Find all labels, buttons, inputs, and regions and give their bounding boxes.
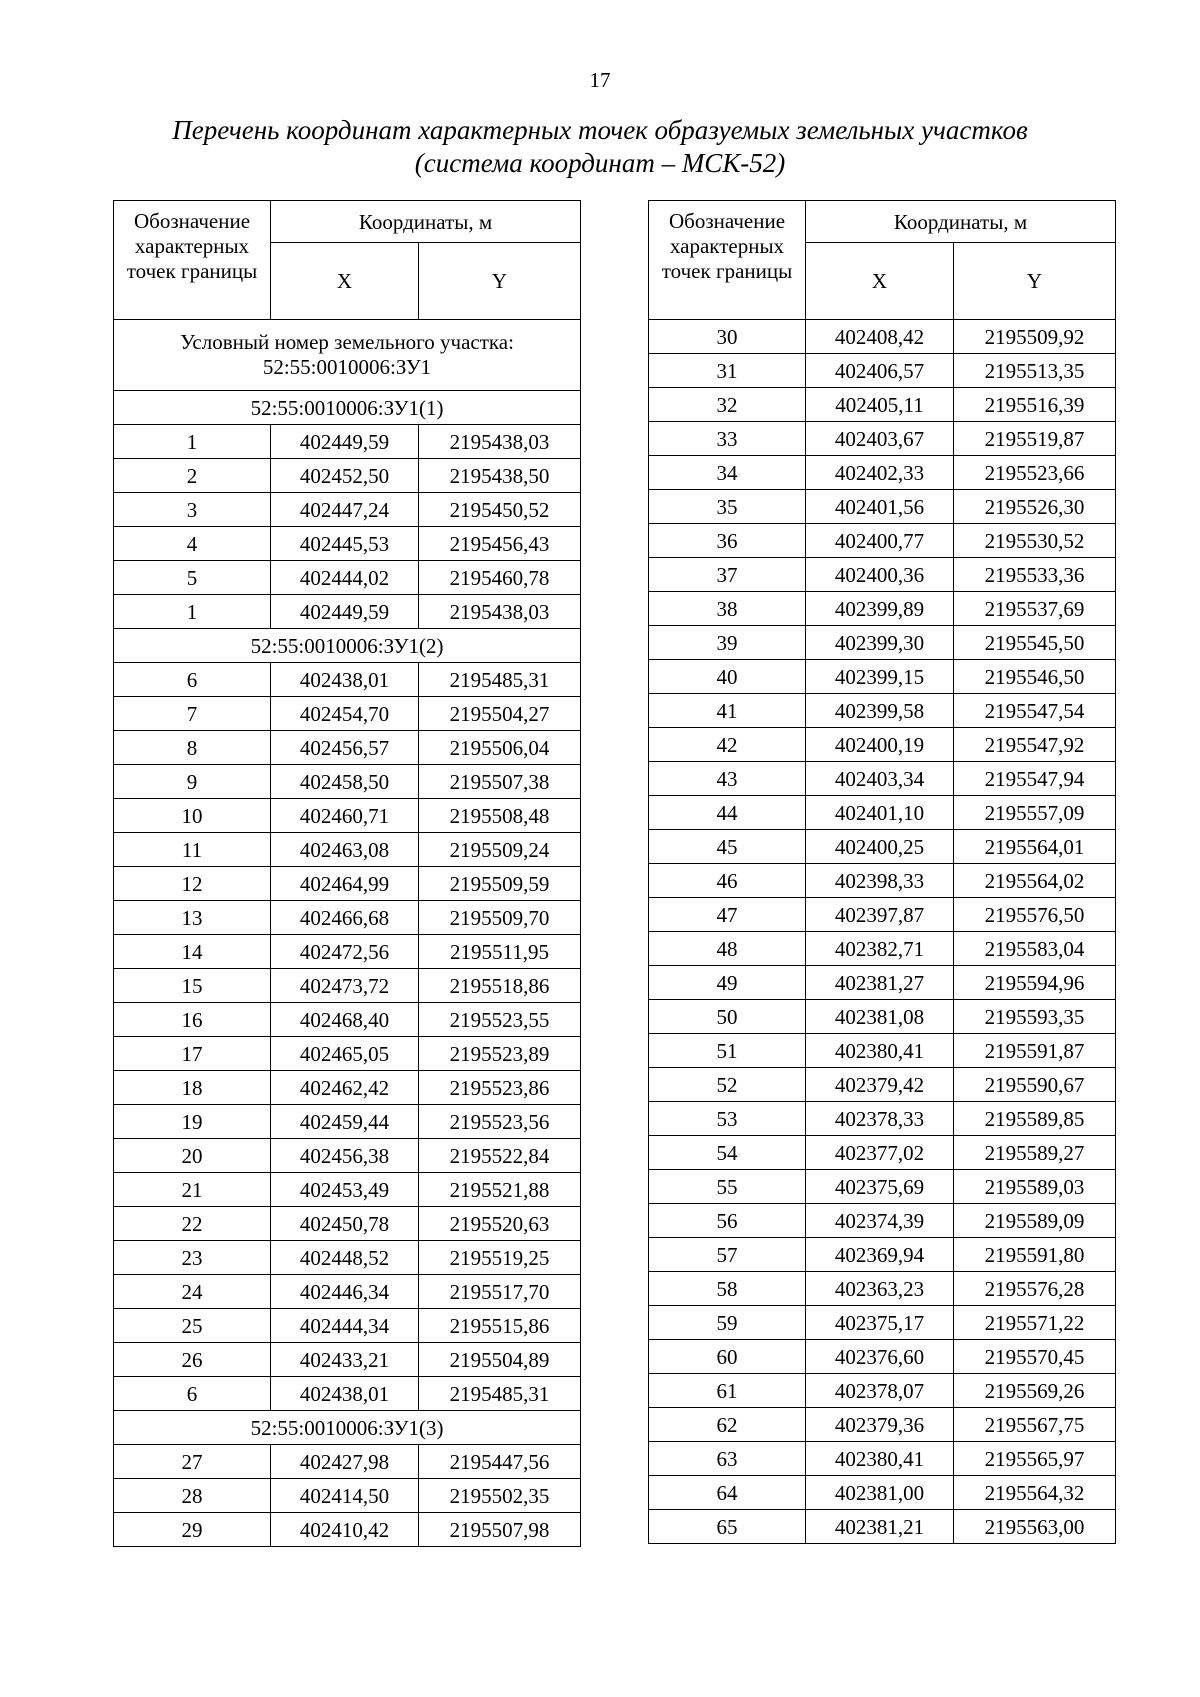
point-cell: 59 [649, 1306, 806, 1340]
point-cell: 1 [114, 595, 271, 629]
x-cell: 402444,34 [271, 1309, 419, 1343]
x-cell: 402453,49 [271, 1173, 419, 1207]
x-cell: 402465,05 [271, 1037, 419, 1071]
point-cell: 31 [649, 354, 806, 388]
x-cell: 402438,01 [271, 1377, 419, 1411]
table-row [649, 864, 1116, 898]
x-cell: 402401,10 [806, 796, 954, 830]
table-row [649, 932, 1116, 966]
y-cell: 2195523,56 [419, 1105, 581, 1139]
x-cell: 402406,57 [806, 354, 954, 388]
y-cell: 2195589,85 [954, 1102, 1116, 1136]
table-row [649, 1272, 1116, 1306]
x-cell: 402400,19 [806, 728, 954, 762]
table-row [114, 935, 581, 969]
y-cell: 2195509,59 [419, 867, 581, 901]
point-cell: 53 [649, 1102, 806, 1136]
table-row [649, 592, 1116, 626]
point-cell: 62 [649, 1408, 806, 1442]
subsection-label: 52:55:0010006:ЗУ1(1) [114, 391, 581, 425]
y-cell: 2195438,03 [419, 425, 581, 459]
table-row [649, 966, 1116, 1000]
point-cell: 6 [114, 663, 271, 697]
point-cell: 20 [114, 1139, 271, 1173]
table-row [114, 1343, 581, 1377]
y-cell: 2195520,63 [419, 1207, 581, 1241]
x-cell: 402427,98 [271, 1445, 419, 1479]
y-cell: 2195447,56 [419, 1445, 581, 1479]
header-point-label: Обозначение характерных точек границы [649, 201, 806, 320]
point-cell: 39 [649, 626, 806, 660]
y-cell: 2195485,31 [419, 1377, 581, 1411]
table-row [649, 1306, 1116, 1340]
point-cell: 61 [649, 1374, 806, 1408]
point-cell: 64 [649, 1476, 806, 1510]
table-row [649, 1510, 1116, 1544]
y-cell: 2195576,50 [954, 898, 1116, 932]
x-cell: 402374,39 [806, 1204, 954, 1238]
point-cell: 23 [114, 1241, 271, 1275]
point-cell: 15 [114, 969, 271, 1003]
coordinates-table-right [648, 200, 1116, 1544]
x-cell: 402381,21 [806, 1510, 954, 1544]
coordinates-table-left [113, 200, 581, 1547]
y-cell: 2195523,55 [419, 1003, 581, 1037]
table-row [114, 867, 581, 901]
table-row [114, 1003, 581, 1037]
table-row [649, 1204, 1116, 1238]
y-cell: 2195589,03 [954, 1170, 1116, 1204]
y-cell: 2195567,75 [954, 1408, 1116, 1442]
table-row [114, 1037, 581, 1071]
x-cell: 402459,44 [271, 1105, 419, 1139]
point-cell: 44 [649, 796, 806, 830]
x-cell: 402450,78 [271, 1207, 419, 1241]
header-y-label: Y [954, 243, 1116, 320]
point-cell: 14 [114, 935, 271, 969]
table-row [649, 354, 1116, 388]
point-cell: 41 [649, 694, 806, 728]
subsection-row [114, 629, 581, 663]
x-cell: 402449,59 [271, 595, 419, 629]
table-row [649, 524, 1116, 558]
point-cell: 17 [114, 1037, 271, 1071]
table-row [114, 1173, 581, 1207]
y-cell: 2195576,28 [954, 1272, 1116, 1306]
y-cell: 2195591,87 [954, 1034, 1116, 1068]
y-cell: 2195557,09 [954, 796, 1116, 830]
x-cell: 402399,58 [806, 694, 954, 728]
point-cell: 52 [649, 1068, 806, 1102]
y-cell: 2195583,04 [954, 932, 1116, 966]
x-cell: 402398,33 [806, 864, 954, 898]
y-cell: 2195593,35 [954, 1000, 1116, 1034]
point-cell: 49 [649, 966, 806, 1000]
section-title: Условный номер земельного участка: 52:55:0010006:ЗУ1 [114, 320, 581, 391]
y-cell: 2195509,92 [954, 320, 1116, 354]
table-row [114, 595, 581, 629]
point-cell: 12 [114, 867, 271, 901]
point-cell: 43 [649, 762, 806, 796]
x-cell: 402375,69 [806, 1170, 954, 1204]
point-cell: 51 [649, 1034, 806, 1068]
point-cell: 50 [649, 1000, 806, 1034]
table-row [114, 459, 581, 493]
point-cell: 7 [114, 697, 271, 731]
x-cell: 402363,23 [806, 1272, 954, 1306]
header-coords-label: Координаты, м [806, 201, 1116, 243]
table-row [649, 1340, 1116, 1374]
x-cell: 402381,00 [806, 1476, 954, 1510]
point-cell: 36 [649, 524, 806, 558]
x-cell: 402403,34 [806, 762, 954, 796]
point-cell: 54 [649, 1136, 806, 1170]
point-cell: 29 [114, 1513, 271, 1547]
point-cell: 46 [649, 864, 806, 898]
x-cell: 402472,56 [271, 935, 419, 969]
point-cell: 8 [114, 731, 271, 765]
point-cell: 57 [649, 1238, 806, 1272]
y-cell: 2195547,54 [954, 694, 1116, 728]
y-cell: 2195515,86 [419, 1309, 581, 1343]
x-cell: 402460,71 [271, 799, 419, 833]
table-row [649, 1000, 1116, 1034]
x-cell: 402401,56 [806, 490, 954, 524]
table-row [649, 830, 1116, 864]
y-cell: 2195516,39 [954, 388, 1116, 422]
table-row [114, 1377, 581, 1411]
header-coords-label: Координаты, м [271, 201, 581, 243]
point-cell: 21 [114, 1173, 271, 1207]
point-cell: 19 [114, 1105, 271, 1139]
x-cell: 402369,94 [806, 1238, 954, 1272]
table-row [649, 388, 1116, 422]
x-cell: 402376,60 [806, 1340, 954, 1374]
x-cell: 402456,57 [271, 731, 419, 765]
y-cell: 2195591,80 [954, 1238, 1116, 1272]
table-row [114, 1445, 581, 1479]
point-cell: 45 [649, 830, 806, 864]
header-y-label: Y [419, 243, 581, 320]
table-row [114, 1479, 581, 1513]
y-cell: 2195564,32 [954, 1476, 1116, 1510]
point-cell: 11 [114, 833, 271, 867]
x-cell: 402462,42 [271, 1071, 419, 1105]
x-cell: 402447,24 [271, 493, 419, 527]
y-cell: 2195545,50 [954, 626, 1116, 660]
y-cell: 2195533,36 [954, 558, 1116, 592]
x-cell: 402399,89 [806, 592, 954, 626]
table-row [649, 1102, 1116, 1136]
y-cell: 2195546,50 [954, 660, 1116, 694]
point-cell: 47 [649, 898, 806, 932]
y-cell: 2195569,26 [954, 1374, 1116, 1408]
x-cell: 402458,50 [271, 765, 419, 799]
x-cell: 402400,25 [806, 830, 954, 864]
x-cell: 402414,50 [271, 1479, 419, 1513]
table-row [114, 493, 581, 527]
y-cell: 2195450,52 [419, 493, 581, 527]
x-cell: 402448,52 [271, 1241, 419, 1275]
x-cell: 402381,08 [806, 1000, 954, 1034]
header-x-label: X [806, 243, 954, 320]
table-row [114, 1207, 581, 1241]
table-row [649, 1374, 1116, 1408]
y-cell: 2195530,52 [954, 524, 1116, 558]
y-cell: 2195513,35 [954, 354, 1116, 388]
document-title [0, 114, 1200, 180]
point-cell: 35 [649, 490, 806, 524]
point-cell: 4 [114, 527, 271, 561]
x-cell: 402463,08 [271, 833, 419, 867]
title-line-1: Перечень координат характерных точек образуемых земельных участков [172, 115, 1028, 145]
x-cell: 402445,53 [271, 527, 419, 561]
x-cell: 402466,68 [271, 901, 419, 935]
y-cell: 2195571,22 [954, 1306, 1116, 1340]
x-cell: 402433,21 [271, 1343, 419, 1377]
point-cell: 16 [114, 1003, 271, 1037]
x-cell: 402408,42 [806, 320, 954, 354]
point-cell: 56 [649, 1204, 806, 1238]
y-cell: 2195502,35 [419, 1479, 581, 1513]
y-cell: 2195506,04 [419, 731, 581, 765]
point-cell: 18 [114, 1071, 271, 1105]
y-cell: 2195526,30 [954, 490, 1116, 524]
x-cell: 402468,40 [271, 1003, 419, 1037]
table-row [649, 796, 1116, 830]
table-row [114, 901, 581, 935]
table-row [114, 561, 581, 595]
y-cell: 2195521,88 [419, 1173, 581, 1207]
y-cell: 2195537,69 [954, 592, 1116, 626]
point-cell: 2 [114, 459, 271, 493]
y-cell: 2195504,89 [419, 1343, 581, 1377]
x-cell: 402379,42 [806, 1068, 954, 1102]
table-row [114, 833, 581, 867]
table-row [114, 799, 581, 833]
header-point-label: Обозначение характерных точек границы [114, 201, 271, 320]
table-row [649, 320, 1116, 354]
y-cell: 2195563,00 [954, 1510, 1116, 1544]
y-cell: 2195589,27 [954, 1136, 1116, 1170]
x-cell: 402464,99 [271, 867, 419, 901]
table-row [114, 1105, 581, 1139]
table-row [649, 422, 1116, 456]
point-cell: 1 [114, 425, 271, 459]
table-row [649, 1136, 1116, 1170]
y-cell: 2195594,96 [954, 966, 1116, 1000]
y-cell: 2195590,67 [954, 1068, 1116, 1102]
point-cell: 33 [649, 422, 806, 456]
y-cell: 2195519,87 [954, 422, 1116, 456]
y-cell: 2195509,24 [419, 833, 581, 867]
y-cell: 2195508,48 [419, 799, 581, 833]
table-row [114, 425, 581, 459]
point-cell: 26 [114, 1343, 271, 1377]
point-cell: 37 [649, 558, 806, 592]
y-cell: 2195589,09 [954, 1204, 1116, 1238]
table-row [649, 1442, 1116, 1476]
y-cell: 2195547,94 [954, 762, 1116, 796]
table-row [114, 1513, 581, 1547]
table-row [649, 626, 1116, 660]
table-row [649, 456, 1116, 490]
x-cell: 402378,33 [806, 1102, 954, 1136]
x-cell: 402399,30 [806, 626, 954, 660]
table-row [114, 663, 581, 697]
table-row [114, 1241, 581, 1275]
y-cell: 2195509,70 [419, 901, 581, 935]
x-cell: 402454,70 [271, 697, 419, 731]
y-cell: 2195523,66 [954, 456, 1116, 490]
y-cell: 2195564,02 [954, 864, 1116, 898]
table-row [649, 660, 1116, 694]
y-cell: 2195507,98 [419, 1513, 581, 1547]
table-row [649, 762, 1116, 796]
point-cell: 48 [649, 932, 806, 966]
x-cell: 402410,42 [271, 1513, 419, 1547]
x-cell: 402380,41 [806, 1442, 954, 1476]
table-row [649, 694, 1116, 728]
table-row [114, 1309, 581, 1343]
x-cell: 402379,36 [806, 1408, 954, 1442]
table-row [649, 1238, 1116, 1272]
table-row [649, 1476, 1116, 1510]
table-row [114, 1275, 581, 1309]
table-row [649, 1408, 1116, 1442]
point-cell: 42 [649, 728, 806, 762]
point-cell: 30 [649, 320, 806, 354]
point-cell: 3 [114, 493, 271, 527]
y-cell: 2195517,70 [419, 1275, 581, 1309]
subsection-row [114, 1411, 581, 1445]
point-cell: 60 [649, 1340, 806, 1374]
x-cell: 402397,87 [806, 898, 954, 932]
y-cell: 2195523,86 [419, 1071, 581, 1105]
table-row [649, 558, 1116, 592]
subsection-label: 52:55:0010006:ЗУ1(3) [114, 1411, 581, 1445]
point-cell: 32 [649, 388, 806, 422]
table-row [649, 898, 1116, 932]
x-cell: 402446,34 [271, 1275, 419, 1309]
table-row [114, 731, 581, 765]
x-cell: 402402,33 [806, 456, 954, 490]
y-cell: 2195565,97 [954, 1442, 1116, 1476]
point-cell: 40 [649, 660, 806, 694]
y-cell: 2195504,27 [419, 697, 581, 731]
y-cell: 2195518,86 [419, 969, 581, 1003]
point-cell: 58 [649, 1272, 806, 1306]
point-cell: 6 [114, 1377, 271, 1411]
x-cell: 402378,07 [806, 1374, 954, 1408]
y-cell: 2195522,84 [419, 1139, 581, 1173]
y-cell: 2195507,38 [419, 765, 581, 799]
y-cell: 2195547,92 [954, 728, 1116, 762]
x-cell: 402449,59 [271, 425, 419, 459]
x-cell: 402377,02 [806, 1136, 954, 1170]
y-cell: 2195485,31 [419, 663, 581, 697]
table-row [649, 728, 1116, 762]
subsection-label: 52:55:0010006:ЗУ1(2) [114, 629, 581, 663]
y-cell: 2195519,25 [419, 1241, 581, 1275]
x-cell: 402400,36 [806, 558, 954, 592]
x-cell: 402405,11 [806, 388, 954, 422]
subsection-row [114, 391, 581, 425]
table-row [114, 1071, 581, 1105]
table-row [114, 697, 581, 731]
header-x-label: X [271, 243, 419, 320]
x-cell: 402399,15 [806, 660, 954, 694]
point-cell: 55 [649, 1170, 806, 1204]
y-cell: 2195438,03 [419, 595, 581, 629]
x-cell: 402438,01 [271, 663, 419, 697]
point-cell: 27 [114, 1445, 271, 1479]
x-cell: 402381,27 [806, 966, 954, 1000]
table-row [649, 1068, 1116, 1102]
x-cell: 402452,50 [271, 459, 419, 493]
table-row [649, 490, 1116, 524]
y-cell: 2195570,45 [954, 1340, 1116, 1374]
table-row [114, 527, 581, 561]
y-cell: 2195523,89 [419, 1037, 581, 1071]
x-cell: 402400,77 [806, 524, 954, 558]
y-cell: 2195564,01 [954, 830, 1116, 864]
table-row [114, 765, 581, 799]
title-line-2: (система координат – МСК-52) [414, 148, 786, 178]
x-cell: 402375,17 [806, 1306, 954, 1340]
x-cell: 402444,02 [271, 561, 419, 595]
point-cell: 38 [649, 592, 806, 626]
point-cell: 10 [114, 799, 271, 833]
y-cell: 2195456,43 [419, 527, 581, 561]
table-row [114, 1139, 581, 1173]
page-number: 17 [589, 68, 611, 92]
point-cell: 65 [649, 1510, 806, 1544]
point-cell: 28 [114, 1479, 271, 1513]
point-cell: 13 [114, 901, 271, 935]
point-cell: 9 [114, 765, 271, 799]
point-cell: 25 [114, 1309, 271, 1343]
point-cell: 63 [649, 1442, 806, 1476]
point-cell: 24 [114, 1275, 271, 1309]
x-cell: 402403,67 [806, 422, 954, 456]
y-cell: 2195460,78 [419, 561, 581, 595]
y-cell: 2195438,50 [419, 459, 581, 493]
table-row [649, 1170, 1116, 1204]
x-cell: 402380,41 [806, 1034, 954, 1068]
point-cell: 5 [114, 561, 271, 595]
table-row [649, 1034, 1116, 1068]
y-cell: 2195511,95 [419, 935, 581, 969]
x-cell: 402382,71 [806, 932, 954, 966]
x-cell: 402456,38 [271, 1139, 419, 1173]
x-cell: 402473,72 [271, 969, 419, 1003]
table-row [114, 969, 581, 1003]
point-cell: 22 [114, 1207, 271, 1241]
point-cell: 34 [649, 456, 806, 490]
